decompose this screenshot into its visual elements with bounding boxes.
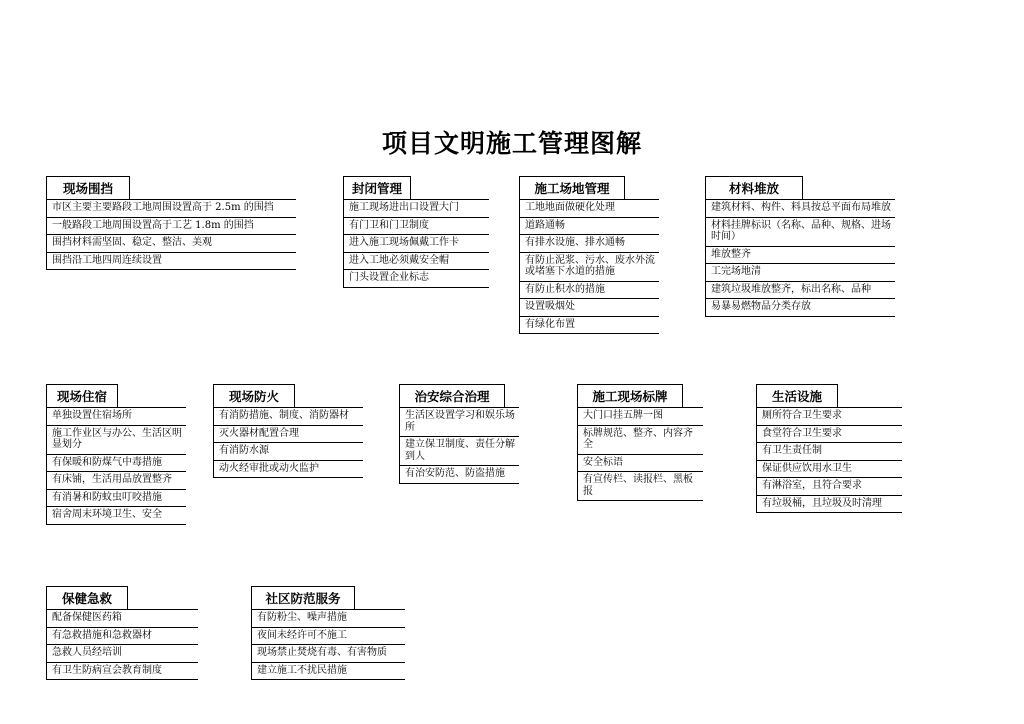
group-item-list (46, 199, 296, 270)
group-heading: 治安综合治理 (399, 384, 505, 408)
list-item: 有治安防范、防盗措施 (400, 466, 519, 484)
group-heading: 保健急救 (46, 586, 128, 610)
list-item: 市区主要主要路段工地周围设置高于 2.5m 的围挡 (47, 199, 296, 218)
group-heading: 现场围挡 (46, 176, 130, 200)
list-item: 围挡沿工地四周连续设置 (47, 253, 296, 271)
list-item: 有急救措施和急救器材 (47, 628, 198, 646)
group-item-list (705, 199, 895, 317)
list-item: 进入工地必须戴安全帽 (344, 253, 489, 271)
group-heading: 现场防火 (213, 384, 295, 408)
list-item: 建立施工不扰民措施 (252, 663, 405, 681)
group-item-list (756, 407, 902, 513)
list-item: 有排水设施、排水通畅 (520, 235, 659, 253)
list-item: 易暴易燃物品分类存放 (706, 299, 895, 317)
list-item: 标牌规范、整齐、内容齐全 (578, 426, 703, 455)
list-item: 有消防措施、制度、消防器材 (214, 407, 363, 426)
list-item: 有垃圾桶，且垃圾及时清理 (757, 496, 902, 514)
list-item: 有消防水源 (214, 443, 363, 461)
group-heading: 封闭管理 (343, 176, 411, 200)
list-item: 灭火器材配置合理 (214, 426, 363, 444)
list-item: 工地地面做硬化处理 (520, 199, 659, 218)
list-item: 宿舍周末环境卫生、安全 (47, 507, 186, 525)
list-item: 道路通畅 (520, 218, 659, 236)
group-item-list (251, 609, 405, 680)
list-item: 有保暖和防煤气中毒措施 (47, 455, 186, 473)
list-item: 安全标语 (578, 455, 703, 473)
list-item: 现场禁止焚烧有毒、有害物质 (252, 645, 405, 663)
list-item: 材料挂牌标识（名称、品种、规格、进场时间） (706, 218, 895, 247)
list-item: 大门口挂五牌一图 (578, 407, 703, 426)
list-item: 有门卫和门卫制度 (344, 218, 489, 236)
list-item: 工完场地清 (706, 264, 895, 282)
list-item: 保证供应饮用水卫生 (757, 461, 902, 479)
list-item: 厕所符合卫生要求 (757, 407, 902, 426)
group-item-list (519, 199, 659, 334)
list-item: 建立保卫制度、责任分解到人 (400, 437, 519, 466)
list-item: 有防止积水的措施 (520, 282, 659, 300)
group-item-list (399, 407, 519, 484)
list-item: 建筑垃圾堆放整齐，标出名称、品种 (706, 282, 895, 300)
list-item: 夜间未经许可不施工 (252, 628, 405, 646)
group-heading: 生活设施 (756, 384, 838, 408)
list-item: 有卫生防病宣会教育制度 (47, 663, 198, 681)
list-item: 有淋浴室，且符合要求 (757, 478, 902, 496)
group-heading: 施工场地管理 (519, 176, 625, 200)
list-item: 门头设置企业标志 (344, 270, 489, 288)
list-item: 生活区设置学习和娱乐场所 (400, 407, 519, 437)
group-item-list (343, 199, 489, 288)
list-item: 有消暑和防蚊虫叮咬措施 (47, 490, 186, 508)
group-item-list (213, 407, 363, 478)
list-item: 施工作业区与办公、生活区明显划分 (47, 426, 186, 455)
group-item-list (46, 407, 186, 525)
list-item: 建筑材料、构件、料具按总平面布局堆放 (706, 199, 895, 218)
list-item: 有防粉尘、噪声措施 (252, 609, 405, 628)
group-heading: 材料堆放 (705, 176, 803, 200)
list-item: 有卫生责任制 (757, 443, 902, 461)
list-item: 食堂符合卫生要求 (757, 426, 902, 444)
list-item: 有绿化布置 (520, 317, 659, 335)
list-item: 配备保健医药箱 (47, 609, 198, 628)
list-item: 有床铺，生活用品放置整齐 (47, 472, 186, 490)
list-item: 施工现场进出口设置大门 (344, 199, 489, 218)
list-item: 一般路段工地周围设置高于工艺 1.8m 的围挡 (47, 218, 296, 236)
list-item: 有宣传栏、读报栏、黑板报 (578, 472, 703, 501)
list-item: 急救人员经培训 (47, 645, 198, 663)
group-heading: 施工现场标牌 (577, 384, 683, 408)
list-item: 进入施工现场佩戴工作卡 (344, 235, 489, 253)
group-heading: 现场住宿 (46, 384, 118, 408)
list-item: 动火经审批或动火监护 (214, 461, 363, 479)
list-item: 单独设置住宿场所 (47, 407, 186, 426)
group-heading: 社区防范服务 (251, 586, 355, 610)
document-title: 项目文明施工管理图解 (381, 129, 642, 158)
list-item: 围挡材料需坚固、稳定、整洁、美观 (47, 235, 296, 253)
list-item: 堆放整齐 (706, 247, 895, 265)
list-item: 设置吸烟处 (520, 299, 659, 317)
list-item: 有防止泥浆、污水、废水外流或堵塞下水道的措施 (520, 253, 659, 282)
group-item-list (577, 407, 703, 501)
group-item-list (46, 609, 198, 680)
